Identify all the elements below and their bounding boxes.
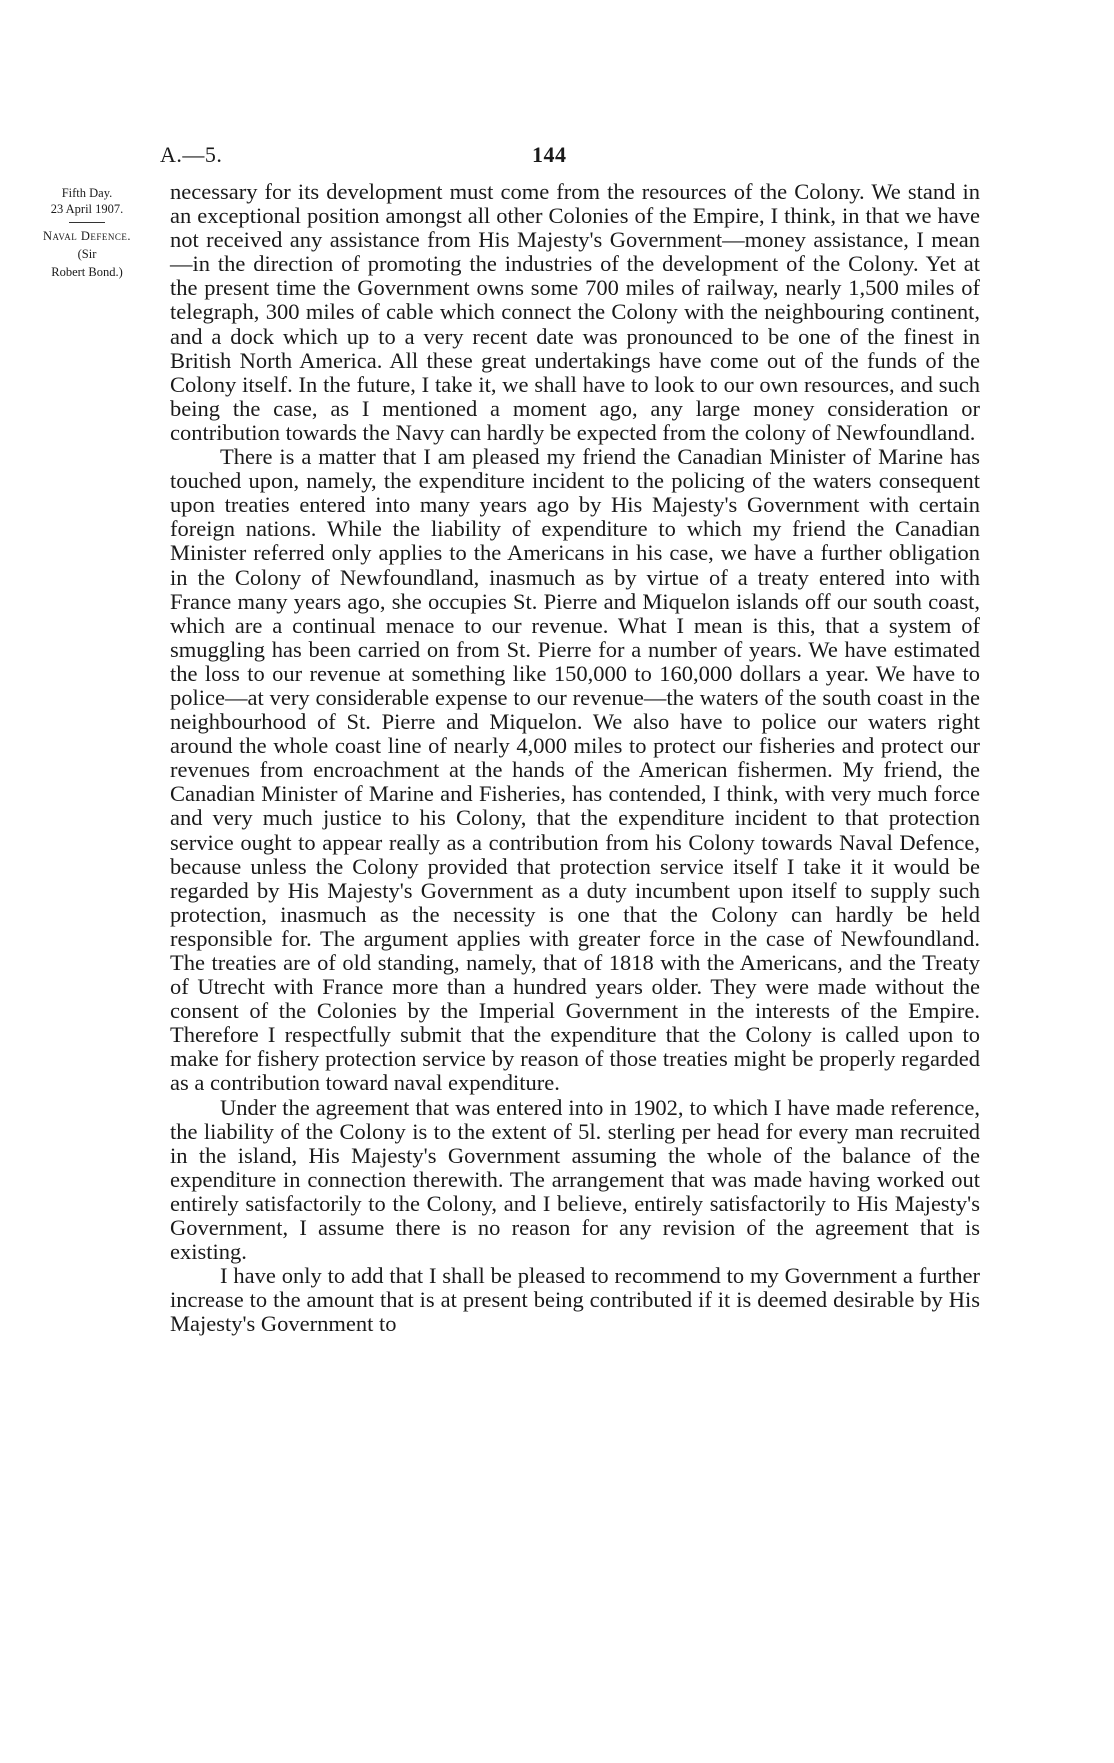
- margin-divider: [69, 222, 105, 223]
- paragraph-recommendation: I have only to add that I shall be pleased to recommend to my Government a further increase to the amount that is at present being contributed if it is deemed desirable by His Majesty's Government to: [170, 1263, 980, 1337]
- margin-speaker-line2: Robert Bond.): [51, 265, 123, 279]
- paragraph-agreement-1902: Under the agreement that was entered into in 1902, to which I have made reference, the liability of the Colony is to the extent of 5l. sterling per head for every man recruited in the island, His Majesty's Government assuming the whole of the balance of the expenditure in connection therewith. The arrangement that was made having worked out entirely satisfactorily to the Colony, and I believe, entirely satisfactorily to His Majesty's Government, I assume there is no reason for any revision of the agreement that is existing.: [170, 1094, 980, 1265]
- page-number: 144: [532, 142, 567, 167]
- margin-topic: Naval Defence.: [43, 229, 131, 243]
- margin-notes: [12, 184, 162, 281]
- body-text: [170, 180, 980, 1337]
- margin-date: 23 April 1907.: [50, 202, 124, 216]
- paragraph-policing-waters: There is a matter that I am pleased my friend the Canadian Minister of Marine has touched upon, namely, the expenditure incident to the policing of the waters consequent upon treaties entered into many years ago by His Majesty's Government with certain foreign nations. While the liability of expenditure to which my friend the Canadian Minister referred only applies to the Americans in his case, we have a further obligation in the Colony of Newfoundland, inasmuch as by virtue of a treaty entered into with France many years ago, she occupies St. Pierre and Miquelon islands off our south coast, which are a continual menace to our revenue. What I mean is this, that a system of smuggling has been carried on from St. Pierre for a number of years. We have estimated the loss to our revenue at something like 150,000 to 160,000 dollars a year. We have to police—at very considerable expense to our revenue—the waters of the south coast in the neighbourhood of St. Pierre and Miquelon. We also have to police our waters right around the whole coast line of nearly 4,000 miles to protect our fisheries and protect our revenues from encroachment at the hands of the American fishermen. My friend, the Canadian Minister of Marine and Fisheries, has contended, I think, with very much force and very much justice to his Colony, that the expenditure incident to that protection service ought to appear really as a contribution from his Colony towards Naval Defence, because unless the Colony provided that protection service itself I take it it would be regarded by His Majesty's Government as a duty incumbent upon itself to supply such protection, inasmuch as the necessity is one that the Colony can hardly be held responsible for. The argument applies with greater force in the case of Newfoundland. The treaties are of old standing, namely, that of 1818 with the Americans, and the Treaty of Utrecht with France more than a hundred years older. They were made without the consent of the Colonies by the Imperial Government in the interests of the Empire. Therefore I respectfully submit that the expenditure that the Colony is called upon to make for fishery protection service by reason of those treaties might be properly regarded as a contribution toward naval expenditure.: [170, 444, 980, 1096]
- document-reference: A.—5.: [160, 142, 223, 167]
- margin-day: Fifth Day.: [61, 186, 113, 200]
- margin-speaker-line1: (Sir: [77, 247, 97, 261]
- paragraph-continuation: necessary for its development must come from the resources of the Colony. We stand in an exceptional position amongst all other Colonies of the Empire, I think, in that we have not received any assistance from His Majesty's Government—money assistance, I mean—in the direction of promoting the industries of the development of the Colony. Yet at the present time the Government owns some 700 miles of railway, nearly 1,500 miles of telegraph, 300 miles of cable which connect the Colony with the neighbouring continent, and a dock which up to a very recent date was pronounced to be one of the finest in British North America. All these great undertakings have come out of the funds of the Colony itself. In the future, I take it, we shall have to look to our own resources, and such being the case, as I mentioned a moment ago, any large money consideration or contribution towards the Navy can hardly be expected from the colony of Newfoundland.: [170, 179, 980, 445]
